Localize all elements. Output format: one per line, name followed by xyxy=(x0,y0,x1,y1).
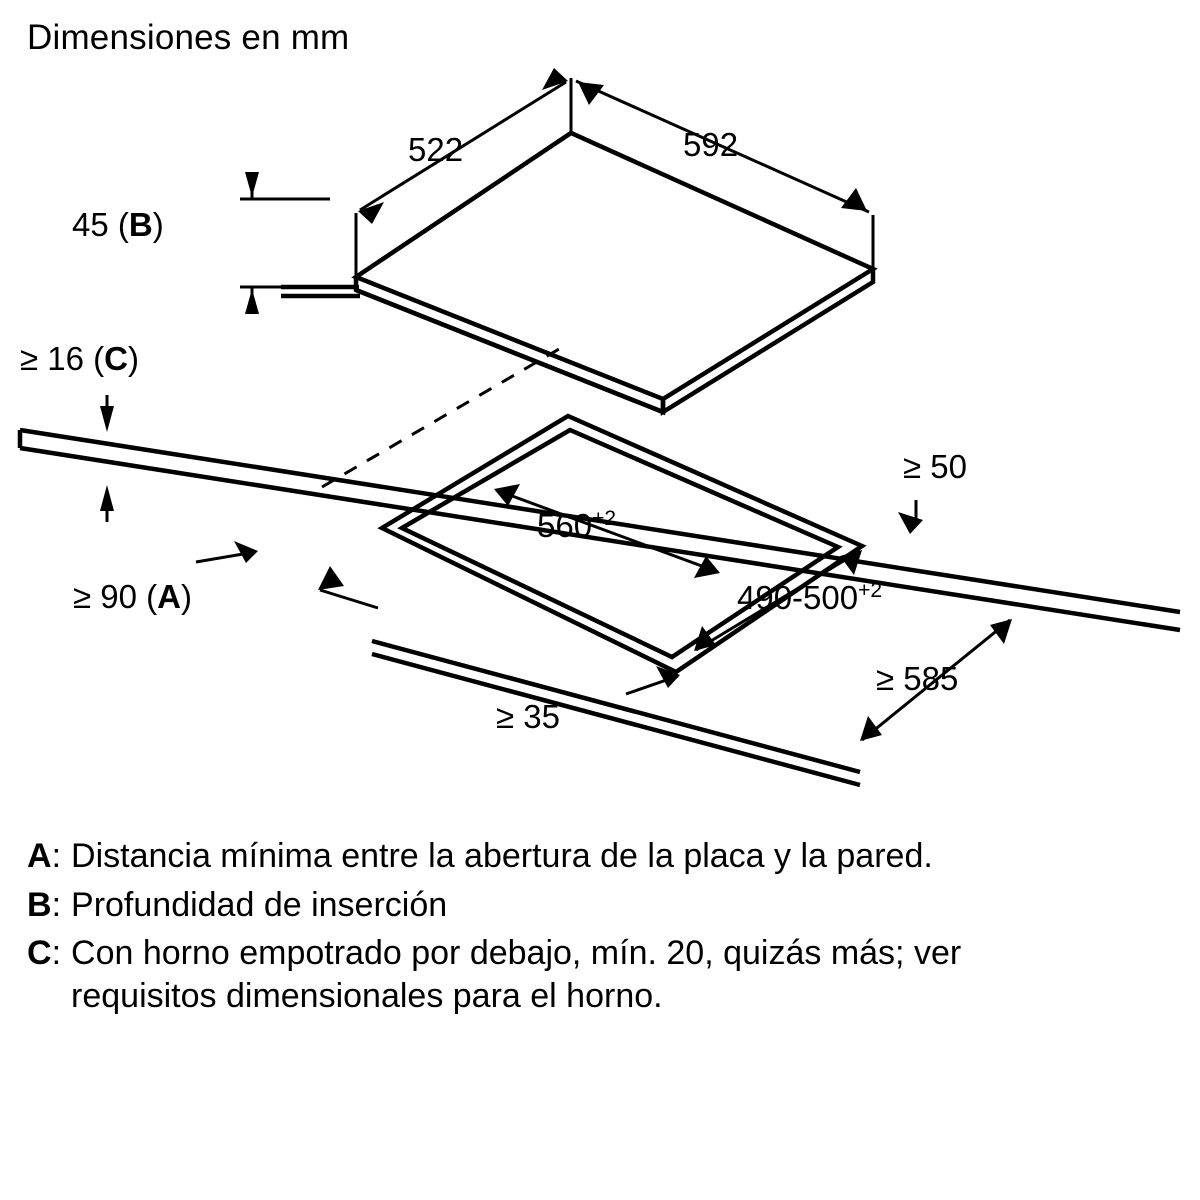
legend-text-b: Profundidad de inserción xyxy=(71,885,448,924)
dim-16-c-arrows xyxy=(100,406,114,511)
dim-label-16-c: ≥ 16 (C) xyxy=(20,340,139,377)
dim-label-560: $560^{+2}$ xyxy=(537,507,617,544)
legend-text-a: Distancia mínima entre la abertura de la placa y la pared. xyxy=(71,837,933,875)
dim-label-50: ≥ 50 xyxy=(903,448,967,485)
legend-colon-c: : xyxy=(51,934,62,972)
dim-522 xyxy=(356,78,571,277)
legend-key-a: A xyxy=(27,837,52,875)
legend-item-b xyxy=(27,884,1027,927)
legend xyxy=(27,835,1027,1023)
dim-90-a-arrows xyxy=(234,541,344,590)
legend-colon-b: : xyxy=(51,885,62,924)
dim-45-b-arrows xyxy=(245,172,259,314)
dim-label-522: 522 xyxy=(408,131,464,168)
dim-label-592: 592 xyxy=(683,126,739,163)
hob-body-thickness xyxy=(356,269,873,412)
legend-key-b: B xyxy=(27,885,52,924)
dim-50-arrow xyxy=(898,512,923,534)
hob-top-surface xyxy=(356,133,873,399)
dim-45-b xyxy=(240,177,330,310)
dim-label-90-a: ≥ 90 (A) xyxy=(73,578,192,615)
dim-label-585: ≥ 585 xyxy=(876,660,959,697)
dim-90-a xyxy=(196,552,378,608)
legend-colon-a: : xyxy=(51,837,62,875)
legend-key-c: C xyxy=(27,934,52,972)
worktop-front-edge xyxy=(372,641,860,785)
page-title: Dimensiones en mm xyxy=(27,18,350,57)
alignment-dashed-line xyxy=(322,345,566,487)
legend-text-c: Con horno empotrado por debajo, mín. 20, quizás más; ver requisitos dimensionales para el horno. xyxy=(71,934,962,1015)
dim-592 xyxy=(571,78,873,269)
dim-label-490-500: $490-500^{+2}$ xyxy=(737,579,883,616)
legend-item-a xyxy=(27,835,1027,878)
legend-item-c xyxy=(27,932,1027,1017)
dim-label-45-b: 45 (B) xyxy=(72,206,164,243)
dim-label-35: ≥ 35 xyxy=(496,698,560,735)
